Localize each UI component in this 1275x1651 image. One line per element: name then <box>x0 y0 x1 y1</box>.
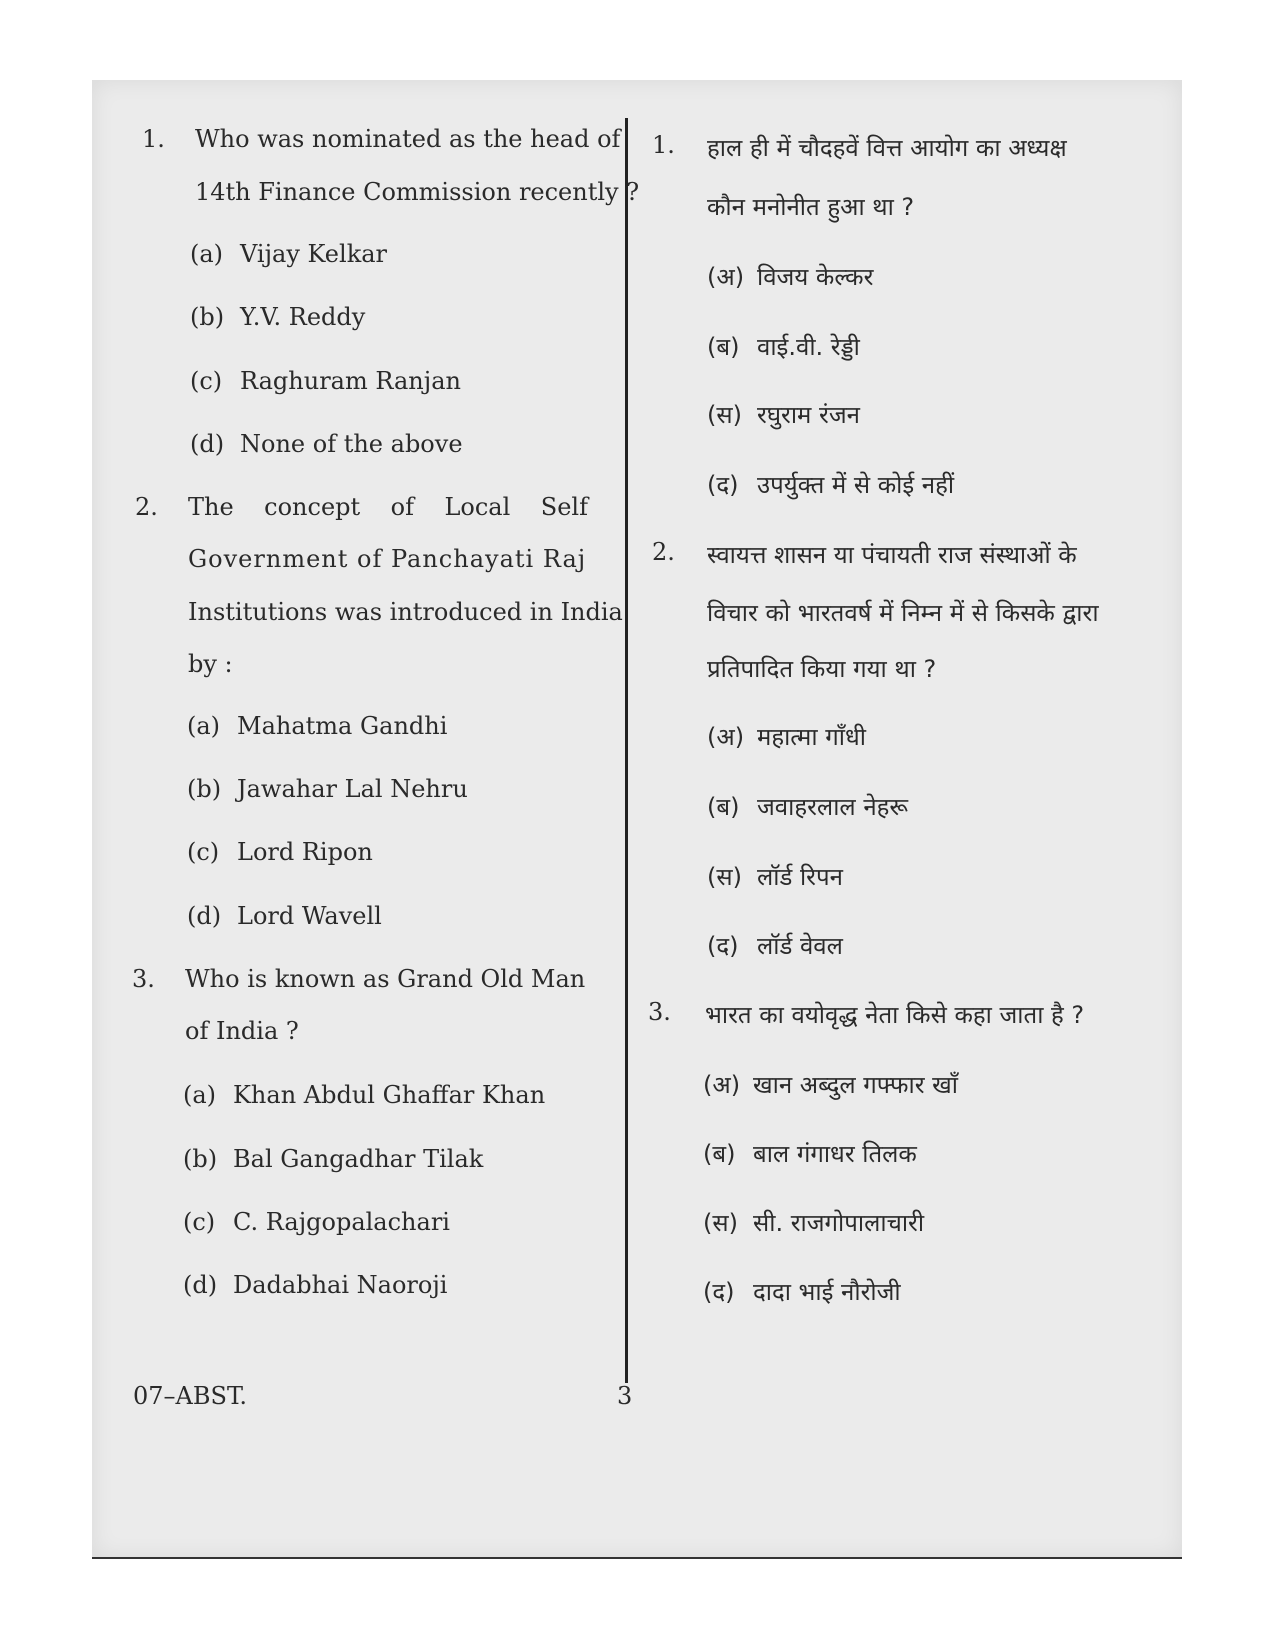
word: Local <box>444 493 511 521</box>
question-text-line: by : <box>188 650 233 678</box>
option-tag: (द) <box>707 471 739 499</box>
option-c <box>187 838 373 866</box>
option-text: C. Rajgopalachari <box>233 1208 450 1236</box>
option-c <box>703 1206 924 1239</box>
option-a <box>190 240 387 268</box>
page-number: 3 <box>617 1382 633 1410</box>
option-tag: (ब) <box>707 793 740 821</box>
option-tag: (स) <box>707 863 742 891</box>
option-tag: (अ) <box>707 263 745 291</box>
option-text: Bal Gangadhar Tilak <box>233 1145 484 1173</box>
question-text-line: Who was nominated as the head of <box>195 125 621 153</box>
option-text: महात्मा गाँधी <box>757 723 866 751</box>
option-text: जवाहरलाल नेहरू <box>757 793 909 821</box>
option-tag: (द) <box>707 932 739 960</box>
option-text: Khan Abdul Ghaffar Khan <box>233 1081 546 1109</box>
question-number: 2. <box>135 493 158 521</box>
question-number: 3. <box>648 998 671 1026</box>
option-a <box>183 1081 545 1109</box>
option-text: रघुराम रंजन <box>757 401 860 429</box>
option-text: खान अब्दुल गफ्फार खाँ <box>753 1071 959 1099</box>
option-b <box>187 775 468 803</box>
option-a <box>187 712 447 740</box>
option-tag: (स) <box>707 401 742 429</box>
option-tag: (c) <box>187 838 220 866</box>
page-bottom-rule <box>92 1557 1182 1559</box>
option-tag: (c) <box>183 1208 216 1236</box>
question-text-line: 14th Finance Commission recently ? <box>195 178 640 206</box>
question-text-line: Who is known as Grand Old Man <box>185 965 586 993</box>
option-b <box>707 330 860 363</box>
word: Self <box>540 493 588 521</box>
option-tag: (c) <box>190 367 223 395</box>
option-tag: (a) <box>187 712 221 740</box>
option-text: उपर्युक्त में से कोई नहीं <box>757 471 955 499</box>
paper-code: 07–ABST. <box>133 1382 248 1410</box>
question-text-line: Government of Panchayati Raj <box>188 545 587 573</box>
option-b <box>703 1137 917 1170</box>
option-tag: (b) <box>190 303 225 331</box>
word: The <box>188 493 234 521</box>
option-tag: (b) <box>187 775 222 803</box>
question-text-line: कौन मनोनीत हुआ था ? <box>707 193 915 221</box>
option-c <box>183 1208 450 1236</box>
option-tag: (b) <box>183 1145 218 1173</box>
option-c <box>707 860 843 893</box>
question-number: 1. <box>652 131 675 159</box>
option-text: बाल गंगाधर तिलक <box>753 1140 917 1168</box>
option-text: Lord Wavell <box>237 902 382 930</box>
option-a <box>703 1068 958 1101</box>
option-d <box>183 1271 447 1299</box>
option-text: Mahatma Gandhi <box>237 712 448 740</box>
option-b <box>183 1145 483 1173</box>
question-number: 1. <box>142 125 165 153</box>
exam-page-background <box>92 80 1182 1558</box>
question-text-line: स्वायत्त शासन या पंचायती राज संस्थाओं के <box>707 541 1077 569</box>
column-divider <box>625 118 628 1383</box>
option-tag: (स) <box>703 1209 738 1237</box>
option-c <box>707 398 860 431</box>
question-number: 3. <box>132 965 155 993</box>
option-tag: (d) <box>190 430 225 458</box>
option-text: Raghuram Ranjan <box>240 367 461 395</box>
option-d <box>703 1275 901 1308</box>
option-text: None of the above <box>240 430 463 458</box>
option-b <box>190 303 365 331</box>
question-text-line: प्रतिपादित किया गया था ? <box>707 655 937 683</box>
option-text: सी. राजगोपालाचारी <box>753 1209 925 1237</box>
option-d <box>707 929 843 962</box>
option-text: लॉर्ड वेवल <box>757 932 843 960</box>
option-tag: (a) <box>190 240 224 268</box>
option-text: विजय केल्कर <box>757 263 874 291</box>
option-a <box>707 720 866 753</box>
option-text: Jawahar Lal Nehru <box>237 775 468 803</box>
option-tag: (d) <box>183 1271 218 1299</box>
option-b <box>707 790 908 823</box>
question-text-line: of India ? <box>185 1017 299 1045</box>
question-text-line: भारत का वयोवृद्ध नेता किसे कहा जाता है ? <box>705 1001 1085 1029</box>
word: concept <box>264 493 361 521</box>
option-text: Vijay Kelkar <box>240 240 388 268</box>
option-tag: (d) <box>187 902 222 930</box>
question-text-line <box>188 493 588 521</box>
option-text: Dadabhai Naoroji <box>233 1271 448 1299</box>
option-tag: (द) <box>703 1278 735 1306</box>
option-tag: (ब) <box>703 1140 736 1168</box>
word: of <box>390 493 414 521</box>
option-tag: (अ) <box>707 723 745 751</box>
option-tag: (अ) <box>703 1071 741 1099</box>
option-text: लॉर्ड रिपन <box>757 863 843 891</box>
option-tag: (ब) <box>707 333 740 361</box>
option-text: Lord Ripon <box>237 838 373 866</box>
option-d <box>707 468 954 501</box>
option-tag: (a) <box>183 1081 217 1109</box>
option-text: दादा भाई नौरोजी <box>753 1278 901 1306</box>
option-d <box>190 430 463 458</box>
question-text-line: हाल ही में चौदहवें वित्त आयोग का अध्यक्ष <box>707 134 1067 162</box>
option-text: वाई.वी. रेड्डी <box>757 333 860 361</box>
option-c <box>190 367 461 395</box>
option-text: Y.V. Reddy <box>240 303 366 331</box>
question-number: 2. <box>652 538 675 566</box>
question-text-line: Institutions was introduced in India <box>188 598 623 626</box>
option-a <box>707 260 873 293</box>
option-d <box>187 902 382 930</box>
question-text-line: विचार को भारतवर्ष में निम्न में से किसके द्वारा <box>707 599 1099 627</box>
